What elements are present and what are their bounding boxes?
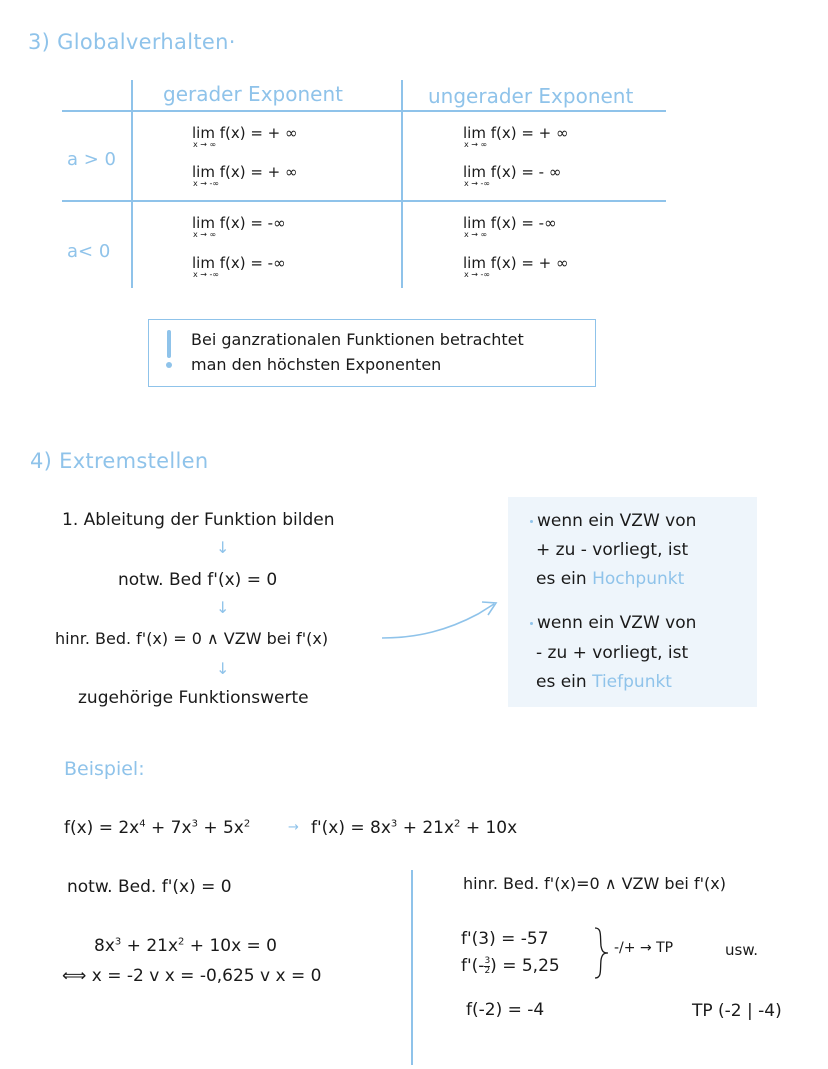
curly-brace-icon	[592, 926, 610, 980]
math-text: f'(-	[461, 956, 485, 976]
limit-sub: x → -∞	[193, 270, 220, 279]
limit-cell	[463, 214, 557, 239]
section-4-title: 4) Extremstellen	[30, 449, 209, 473]
limit-cell	[463, 124, 569, 149]
limit-sub: x → ∞	[193, 230, 217, 239]
cond-text: es ein	[536, 569, 593, 589]
col-header-odd: ungerader Exponent	[428, 84, 634, 108]
table-vline-1	[131, 80, 133, 288]
fraction-numerator: 3	[484, 955, 491, 966]
down-arrow-icon: ↓	[216, 598, 230, 617]
turning-point-result: TP (-2 | -4)	[692, 1001, 782, 1021]
cond-max-line-3	[536, 569, 684, 589]
bullet-icon	[530, 520, 533, 523]
limit-expr: lim f(x) = - ∞	[463, 163, 562, 181]
limit-expr: lim f(x) = + ∞	[463, 254, 569, 272]
note-line-1: Bei ganzrationalen Funktionen betrachtet	[191, 330, 524, 349]
cond-min-line-1	[530, 613, 696, 633]
row-label-a-positive: a > 0	[67, 149, 117, 170]
tiefpunkt-label: Tiefpunkt	[592, 672, 672, 692]
cond-text: wenn ein VZW von	[537, 511, 697, 531]
function-value-at-minus-2: f(-2) = -4	[466, 1000, 545, 1020]
limit-expr: lim f(x) = -∞	[192, 214, 286, 232]
note-line-2: man den höchsten Exponenten	[191, 355, 442, 374]
example-divider	[411, 870, 413, 1065]
right-arrow-icon: →	[288, 820, 299, 835]
limit-expr: lim f(x) = + ∞	[192, 124, 298, 142]
limit-sub: x → -∞	[464, 270, 491, 279]
bullet-icon	[530, 622, 533, 625]
cond-min-line-3	[536, 672, 672, 692]
cond-text: es ein	[536, 672, 593, 692]
limit-cell	[463, 163, 561, 188]
limit-sub: x → ∞	[464, 140, 488, 149]
limit-sub: x → -∞	[464, 179, 491, 188]
hochpunkt-label: Hochpunkt	[592, 569, 685, 589]
sufficient-condition-heading: hinr. Bed. f'(x)=0 ∧ VZW bei f'(x)	[463, 874, 726, 893]
condition-box	[508, 497, 757, 707]
exclamation-icon	[167, 330, 171, 358]
solutions: ⟺ x = -2 v x = -0,625 v x = 0	[62, 966, 322, 986]
limit-sub: x → -∞	[193, 179, 220, 188]
derivative-at-3: f'(3) = -57	[461, 929, 549, 949]
derivative-definition: $f'(x) = 8x^3 + 21x^2 + 10x$	[311, 818, 518, 838]
example-title: Beispiel:	[64, 758, 145, 780]
fraction-denominator: 2	[484, 965, 491, 976]
table-row-divider	[62, 200, 666, 202]
step-function-values: zugehörige Funktionswerte	[78, 688, 309, 708]
down-arrow-icon: ↓	[216, 659, 230, 678]
limit-expr: lim f(x) = -∞	[192, 254, 286, 272]
limit-expr: lim f(x) = -∞	[463, 214, 557, 232]
derivative-at-minus-three-halves	[461, 956, 560, 976]
exclamation-dot-icon	[166, 362, 172, 368]
step-derivative: 1. Ableitung der Funktion bilden	[62, 510, 335, 530]
limit-cell	[192, 214, 286, 239]
limit-cell	[192, 254, 286, 279]
limit-expr: lim f(x) = + ∞	[463, 124, 569, 142]
etc-label: usw.	[725, 941, 758, 959]
cond-max-line-1	[530, 511, 696, 531]
limit-sub: x → ∞	[464, 230, 488, 239]
row-label-a-negative: a< 0	[67, 241, 111, 262]
limit-sub: x → ∞	[193, 140, 217, 149]
cond-max-line-2: + zu - vorliegt, ist	[536, 540, 689, 560]
limit-expr: lim f(x) = + ∞	[192, 163, 298, 181]
table-header-line	[62, 110, 666, 112]
sign-change-result: -/+ → TP	[614, 940, 674, 956]
down-arrow-icon: ↓	[216, 538, 230, 557]
limit-cell	[192, 163, 298, 188]
math-text: ) = 5,25	[490, 956, 560, 976]
section-3-title: 3) Globalverhalten·	[28, 30, 236, 54]
col-header-even: gerader Exponent	[163, 82, 343, 106]
limit-cell	[463, 254, 569, 279]
step-necessary-condition: notw. Bed f'(x) = 0	[118, 570, 278, 590]
table-vline-2	[401, 80, 403, 288]
limit-cell	[192, 124, 298, 149]
cond-text: wenn ein VZW von	[537, 613, 697, 633]
cond-min-line-2: - zu + vorliegt, ist	[536, 643, 689, 663]
necessary-condition-heading: notw. Bed. f'(x) = 0	[67, 877, 232, 897]
step-sufficient-condition: hinr. Bed. f'(x) = 0 ∧ VZW bei f'(x)	[55, 629, 329, 648]
equation: $8x^3 + 21x^2 + 10x = 0$	[94, 936, 278, 956]
function-definition: $f(x) = 2x^4 + 7x^3 + 5x^2$	[64, 818, 251, 838]
curved-arrow-icon	[378, 592, 508, 652]
note-box	[148, 319, 596, 387]
